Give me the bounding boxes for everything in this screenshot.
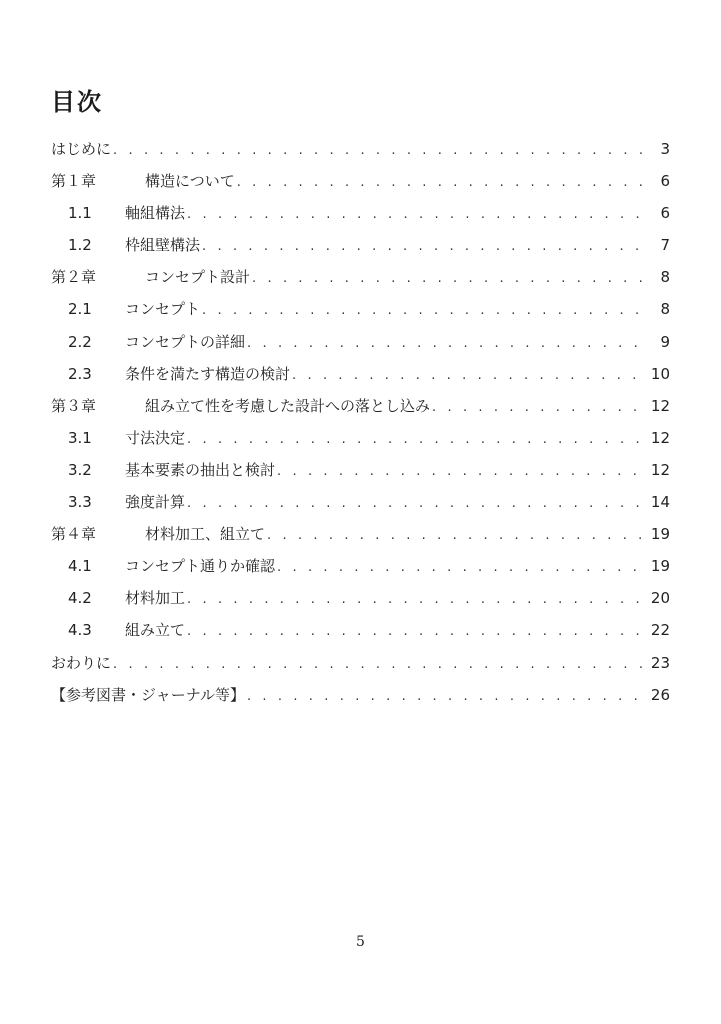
- dot-leader: [292, 360, 645, 392]
- toc-entry-label: 【参考図書・ジャーナル等】: [51, 685, 245, 704]
- toc-entry-page: 12: [650, 428, 670, 447]
- dot-leader: [247, 681, 645, 713]
- page-number: 5: [356, 934, 365, 950]
- toc-entry-label: 条件を満たす構造の検討: [125, 364, 291, 383]
- toc-entry-label: おわりに: [51, 653, 112, 672]
- toc-entry-page: 8: [660, 268, 670, 287]
- toc-entry-page: 10: [650, 364, 670, 383]
- toc-entry-page: 12: [650, 396, 670, 415]
- toc-entry-section-3-2[interactable]: [51, 454, 670, 486]
- toc-entry-number: 3.2: [68, 460, 92, 479]
- toc-entry-number: 3.3: [68, 493, 92, 512]
- toc-entry-label: コンセプトの詳細: [125, 332, 246, 351]
- toc-entry-number: 4.2: [68, 589, 92, 608]
- dot-leader: [187, 424, 645, 456]
- toc-entry-chapter-3[interactable]: [51, 390, 670, 422]
- toc-entry-section-1-1[interactable]: [51, 197, 670, 229]
- toc-entry-number: 第４章: [51, 525, 97, 544]
- toc-entry-number: 4.3: [68, 621, 92, 640]
- toc-entry-label: はじめに: [51, 140, 112, 158]
- toc-entry-page: 6: [660, 172, 670, 191]
- toc-entry-number: 第１章: [51, 172, 97, 191]
- toc-entry-conclusion[interactable]: [51, 647, 670, 679]
- toc-entry-section-4-1[interactable]: [51, 550, 670, 582]
- toc-entry-label: 枠組壁構法: [125, 236, 201, 255]
- toc-entry-label: 軸組構法: [125, 204, 186, 223]
- toc-entry-page: 26: [650, 685, 670, 704]
- toc-entry-label: 組み立て: [125, 621, 186, 640]
- dot-leader: [277, 456, 645, 488]
- toc-entry-label: 材料加工: [125, 589, 186, 608]
- toc-entry-section-3-1[interactable]: [51, 422, 670, 454]
- toc-entry-section-2-3[interactable]: [51, 358, 670, 390]
- toc-entry-label: 基本要素の抽出と検討: [125, 460, 276, 479]
- toc-entry-label: コンセプト設計: [145, 268, 251, 287]
- toc-entry-chapter-4[interactable]: [51, 518, 670, 550]
- dot-leader: [252, 263, 646, 295]
- toc-entry-page: 6: [660, 204, 670, 223]
- toc-entry-number: 第３章: [51, 396, 97, 415]
- toc-entry-number: 1.2: [68, 236, 92, 255]
- toc-entry-section-2-1[interactable]: [51, 293, 670, 325]
- toc-entry-label: 強度計算: [125, 493, 186, 512]
- toc-entry-number: 2.2: [68, 332, 92, 351]
- toc-entry-section-3-3[interactable]: [51, 486, 670, 518]
- dot-leader: [113, 649, 645, 681]
- toc-entry-number: 第２章: [51, 268, 97, 287]
- toc-entry-section-1-2[interactable]: [51, 229, 670, 261]
- toc-entry-page: 9: [660, 332, 670, 351]
- toc-entry-chapter-1[interactable]: [51, 165, 670, 197]
- toc-entry-page: 8: [660, 300, 670, 319]
- toc-entry-references[interactable]: [51, 679, 670, 711]
- dot-leader: [432, 392, 645, 424]
- toc-entry-page: 3: [660, 140, 670, 158]
- toc-entry-chapter-2[interactable]: [51, 261, 670, 293]
- dot-leader: [237, 167, 646, 199]
- toc-entry-number: 4.1: [68, 557, 92, 576]
- toc-entry-number: 2.1: [68, 300, 92, 319]
- toc-entry-label: 構造について: [145, 172, 235, 191]
- toc-entry-label: コンセプト: [125, 300, 201, 319]
- dot-leader: [113, 135, 646, 167]
- toc-entry-page: 14: [650, 493, 670, 512]
- toc-entry-label: 組み立て性を考慮した設計への落とし込み: [145, 396, 431, 415]
- toc-entry-section-2-2[interactable]: [51, 326, 670, 358]
- toc-entry-number: 3.1: [68, 428, 92, 447]
- toc-entry-page: 22: [650, 621, 670, 640]
- toc-entry-page: 19: [650, 557, 670, 576]
- toc-entry-number: 1.1: [68, 204, 92, 223]
- dot-leader: [267, 520, 645, 552]
- toc-entry-section-4-2[interactable]: [51, 582, 670, 614]
- toc-entry-page: 12: [650, 460, 670, 479]
- toc-entry-page: 20: [650, 589, 670, 608]
- toc-entry-section-4-3[interactable]: [51, 614, 670, 646]
- toc-entry-label: コンセプト通りか確認: [125, 557, 276, 576]
- toc-title: 目次: [51, 88, 103, 116]
- toc-entry-number: 2.3: [68, 364, 92, 383]
- dot-leader: [187, 616, 645, 648]
- dot-leader: [202, 231, 646, 263]
- toc-entry-introduction[interactable]: [51, 133, 670, 165]
- dot-leader: [187, 488, 645, 520]
- dot-leader: [187, 199, 646, 231]
- toc-entry-label: 材料加工、組立て: [145, 525, 266, 544]
- toc-entry-page: 23: [650, 653, 670, 672]
- dot-leader: [202, 295, 646, 327]
- table-of-contents: [51, 133, 670, 711]
- toc-entry-page: 7: [660, 236, 670, 255]
- toc-entry-page: 19: [650, 525, 670, 544]
- dot-leader: [277, 552, 645, 584]
- dot-leader: [187, 584, 645, 616]
- toc-entry-label: 寸法決定: [125, 428, 186, 447]
- dot-leader: [247, 328, 646, 360]
